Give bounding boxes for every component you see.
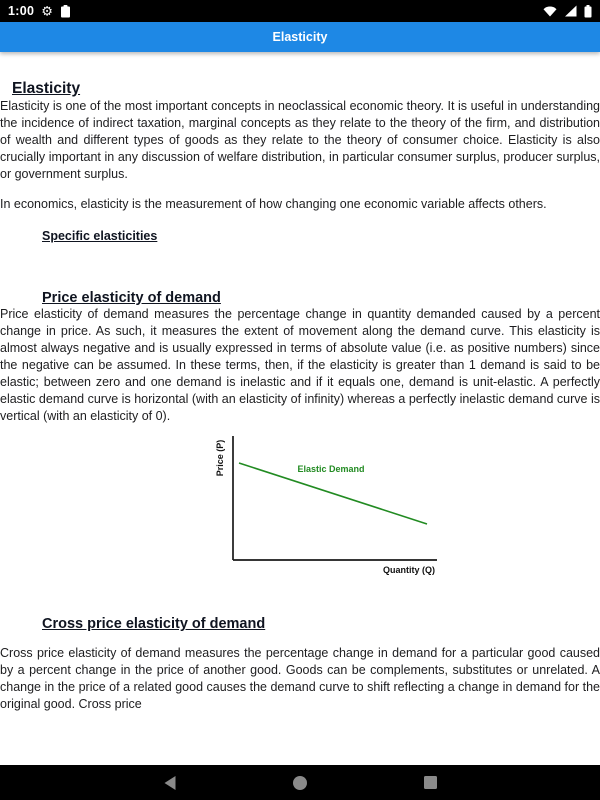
section-heading-cross-price-elasticity: Cross price elasticity of demand: [42, 616, 266, 632]
article-scroll-area[interactable]: [0, 52, 600, 765]
home-button[interactable]: [292, 775, 308, 791]
intro-paragraph-2: In economics, elasticity is the measurement of how changing one economic variable affects others.: [0, 197, 547, 211]
section-heading-price-elasticity: Price elasticity of demand: [42, 290, 221, 306]
battery-icon: [584, 5, 592, 18]
gear-icon: ⚙: [41, 3, 53, 18]
x-axis-label: Quantity (Q): [383, 565, 435, 575]
app-bar: [0, 22, 600, 52]
status-bar-right: [543, 5, 592, 18]
wifi-icon: [543, 5, 557, 17]
status-bar-left: [8, 4, 71, 18]
status-time: 1:00: [8, 4, 35, 18]
recents-button[interactable]: [423, 775, 438, 790]
price-elasticity-paragraph: Price elasticity of demand measures the percentage change in quantity demanded caused by a percent change in price. As such, it measures the extent of movement along the demand curve. This elasticity is almost always negative and is usually expressed in terms of absolute value (i.e. as positive numbers) since the negative can be assumed. In these terms, then, if the elasticity is greater than 1 demand is said to be elastic; between zero and one demand is inelastic and if it equals one, demand is unit-elastic. A perfectly elastic demand curve is horizontal (with an elasticity of infinity) whereas a perfectly inelastic demand curve is vertical (with an elasticity of 0).: [0, 307, 600, 423]
curve-label: Elastic Demand: [297, 464, 365, 474]
elastic-demand-chart: [205, 428, 445, 588]
intro-paragraph-1: Elasticity is one of the most important concepts in neoclassical economic theory. It is useful in understanding the incidence of indirect taxation, marginal concepts as they relate to the theory of the firm, and distribution of wealth and different types of goods as they relate to the theory of consumer choice. Elasticity is also crucially important in any discussion of welfare distribution, in particular consumer surplus, producer surplus, or government surplus.: [0, 99, 600, 181]
specific-elasticities-heading: Specific elasticities: [42, 229, 158, 243]
cross-price-elasticity-paragraph: Cross price elasticity of demand measures the percentage change in demand for a particular good caused by a percent change in the price of another good. Goods can be complements, substitutes or unrelated. A change in the price of a related good causes the demand curve to shift reflecting a change in demand for the original good. Cross price: [0, 646, 600, 711]
article-title: Elasticity: [12, 80, 81, 97]
recents-square-icon: [423, 775, 438, 790]
y-axis-label: Price (P): [215, 439, 225, 477]
app-bar-title: Elasticity: [272, 30, 328, 44]
status-bar: [0, 0, 600, 22]
signal-icon: [564, 5, 577, 17]
back-button[interactable]: [163, 775, 177, 791]
back-triangle-icon: [163, 775, 177, 791]
clipboard-icon: [60, 5, 71, 18]
home-circle-icon: [292, 775, 308, 791]
navigation-bar: [0, 765, 600, 800]
